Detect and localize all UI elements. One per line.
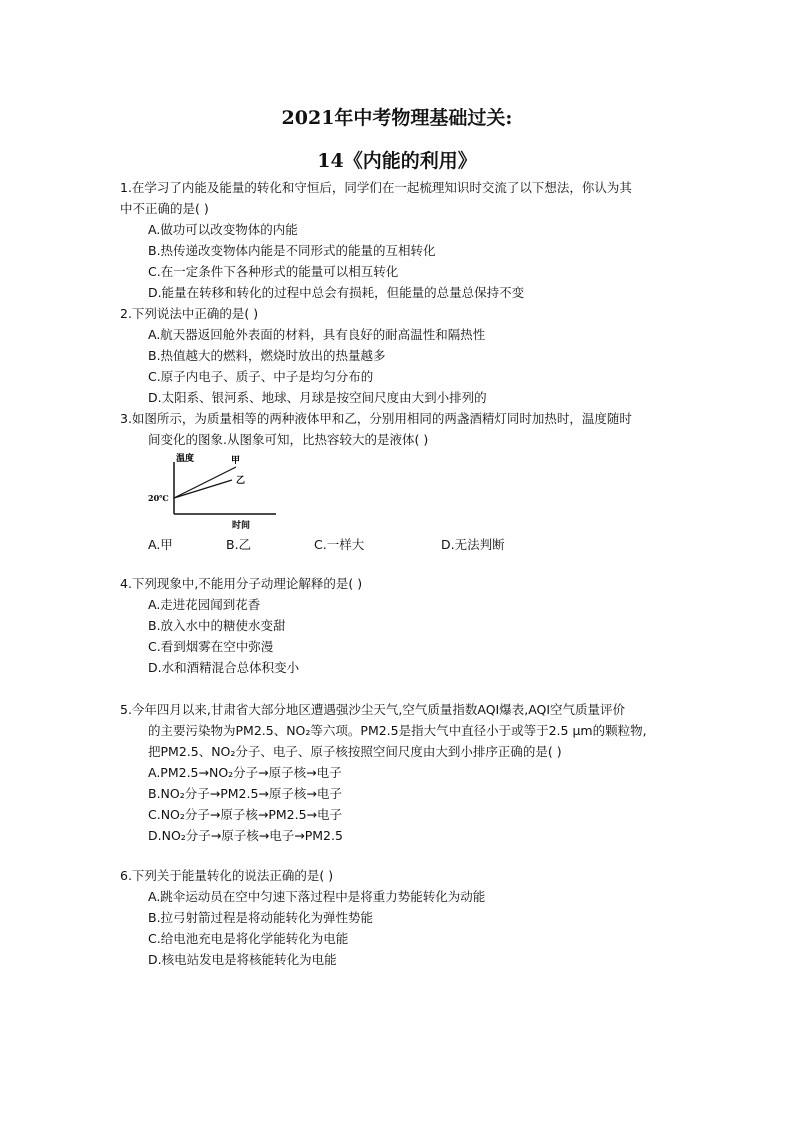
question-4-option-b: B.放入水中的糖使水变甜 bbox=[148, 618, 286, 633]
question-5-option-c: C.NO₂分子→原子核→PM2.5→电子 bbox=[148, 807, 343, 822]
question-1-stem-line1: 1.在学习了内能及能量的转化和守恒后，同学们在一起梳理知识时交流了以下想法，你认为其 bbox=[120, 180, 632, 195]
page-title-line2: 14《内能的利用》 bbox=[317, 150, 477, 172]
question-3-option-d: D.无法判断 bbox=[441, 537, 505, 552]
question-6-option-d: D.核电站发电是将核能转化为电能 bbox=[148, 952, 337, 967]
graph-start-label: 20℃ bbox=[148, 493, 169, 503]
graph-label-jia: 甲 bbox=[231, 456, 241, 466]
question-1-option-d: D.能量在转移和转化的过程中总会有损耗，但能量的总量总保持不变 bbox=[148, 285, 525, 300]
question-6-option-b: B.拉弓射箭过程是将动能转化为弹性势能 bbox=[148, 910, 374, 925]
question-1-stem-line2: 中不正确的是( ) bbox=[120, 201, 209, 216]
graph-line-jia bbox=[174, 467, 236, 498]
temperature-time-graph bbox=[148, 450, 288, 532]
question-4-option-d: D.水和酒精混合总体积变小 bbox=[148, 660, 300, 675]
question-2-option-b: B.热值越大的燃料，燃烧时放出的热量越多 bbox=[148, 348, 386, 363]
question-2-option-c: C.原子内电子、质子、中子是均匀分布的 bbox=[148, 369, 374, 384]
question-4-stem: 4.下列现象中,不能用分子动理论解释的是( ) bbox=[120, 576, 363, 591]
question-6-option-a: A.跳伞运动员在空中匀速下落过程中是将重力势能转化为动能 bbox=[148, 889, 486, 904]
question-1-option-a: A.做功可以改变物体的内能 bbox=[148, 222, 298, 237]
question-3-stem-line1: 3.如图所示，为质量相等的两种液体甲和乙，分别用相同的两盏酒精灯同时加热时，温度随时 bbox=[120, 411, 632, 426]
question-4-option-a: A.走进花园闻到花香 bbox=[148, 597, 261, 612]
question-2-option-d: D.太阳系、银河系、地球、月球是按空间尺度由大到小排列的 bbox=[148, 390, 487, 405]
question-5-option-b: B.NO₂分子→PM2.5→原子核→电子 bbox=[148, 786, 342, 801]
question-3-option-a: A.甲 bbox=[148, 537, 173, 552]
question-3-option-b: B.乙 bbox=[226, 537, 252, 552]
question-5-option-d: D.NO₂分子→原子核→电子→PM2.5 bbox=[148, 828, 343, 843]
question-6-stem: 6.下列关于能量转化的说法正确的是( ) bbox=[120, 868, 334, 883]
question-2-option-a: A.航天器返回舱外表面的材料，具有良好的耐高温性和隔热性 bbox=[148, 327, 486, 342]
graph-label-yi: 乙 bbox=[236, 476, 246, 486]
graph-xlabel: 时间 bbox=[232, 521, 251, 531]
graph-line-yi bbox=[174, 480, 232, 498]
question-5-stem-line1: 5.今年四月以来,甘肃省大部分地区遭遇强沙尘天气,空气质量指数AQI爆表,AQI空气质量评价 bbox=[120, 702, 626, 717]
question-3-options bbox=[148, 535, 648, 553]
question-6-option-c: C.给电池充电是将化学能转化为电能 bbox=[148, 931, 349, 946]
question-3-option-c: C.一样大 bbox=[314, 537, 365, 552]
question-5-stem-line2: 的主要污染物为PM2.5、NO₂等六项。PM2.5是指大气中直径小于或等于2.5 μm的颗粒物, bbox=[148, 723, 647, 738]
question-1-option-c: C.在一定条件下各种形式的能量可以相互转化 bbox=[148, 264, 399, 279]
question-2-stem: 2.下列说法中正确的是( ) bbox=[120, 306, 259, 321]
question-5-stem-line3: 把PM2.5、NO₂分子、电子、原子核按照空间尺度由大到小排序正确的是( ) bbox=[148, 744, 562, 759]
graph-ylabel: 温度 bbox=[176, 454, 195, 464]
question-5-option-a: A.PM2.5→NO₂分子→原子核→电子 bbox=[148, 765, 342, 780]
question-3-stem-line2: 间变化的图象.从图象可知，比热容较大的是液体( ) bbox=[148, 432, 429, 447]
question-4-option-c: C.看到烟雾在空中弥漫 bbox=[148, 639, 274, 654]
question-1-option-b: B.热传递改变物体内能是不同形式的能量的互相转化 bbox=[148, 243, 436, 258]
page-title-line1: 2021年中考物理基础过关: bbox=[281, 107, 513, 129]
